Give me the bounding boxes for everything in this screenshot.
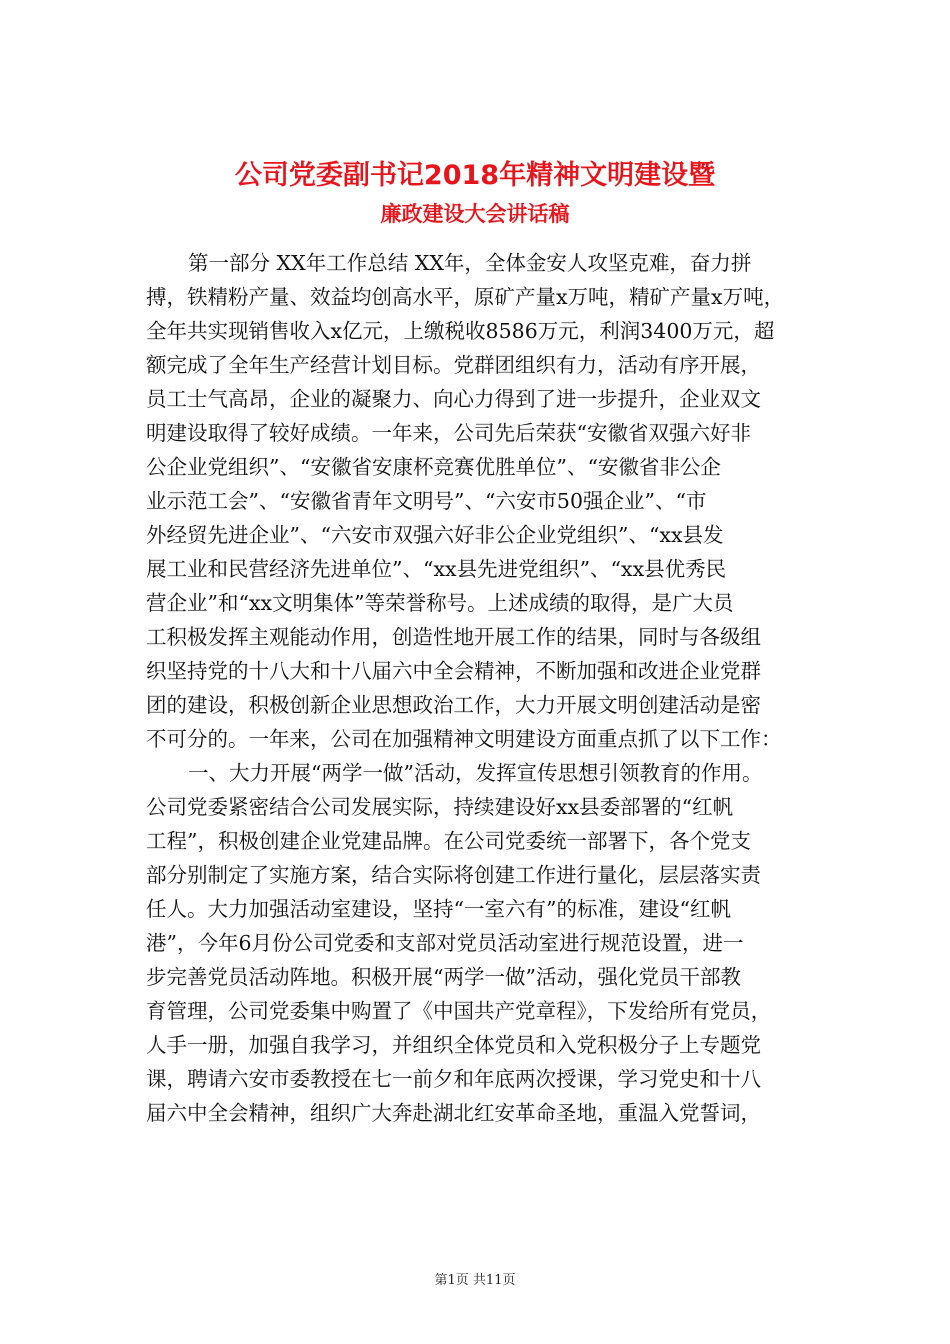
text-line: 育管理，公司党委集中购置了《中国共产党章程》，下发给所有党员，: [146, 999, 772, 1023]
document-subtitle: 廉政建设大会讲话稿: [380, 202, 570, 226]
text-line: 织坚持党的十八大和十八届六中全会精神，不断加强和改进企业党群: [146, 659, 761, 683]
text-line: 届六中全会精神，组织广大奔赴湖北红安革命圣地，重温入党誓词，: [146, 1101, 761, 1125]
text-line: 公企业党组织”、“安徽省安康杯竞赛优胜单位”、“安徽省非公企: [146, 455, 721, 479]
text-line: 任人。大力加强活动室建设，坚持“一室六有”的标准，建设“红帆: [146, 897, 731, 921]
text-line: 业示范工会”、“安徽省青年文明号”、“六安市50强企业”、“市: [146, 489, 707, 513]
text-line: 人手一册，加强自我学习，并组织全体党员和入党积极分子上专题党: [146, 1033, 761, 1057]
text-line: 额完成了全年生产经营计划目标。党群团组织有力，活动有序开展，: [146, 353, 761, 377]
text-line: 不可分的。一年来，公司在加强精神文明建设方面重点抓了以下工作：: [146, 727, 782, 751]
text-line: 部分别制定了实施方案，结合实际将创建工作进行量化，层层落实责: [146, 863, 761, 887]
text-line: 全年共实现销售收入x亿元，上缴税收8586万元，利润3400万元，超: [146, 319, 775, 343]
text-line: 营企业”和“xx文明集体”等荣誉称号。上述成绩的取得，是广大员: [146, 591, 734, 615]
text-line: 步完善党员活动阵地。积极开展“两学一做”活动，强化党员干部教: [146, 965, 741, 989]
text-line: 课，聘请六安市委教授在七一前夕和年底两次授课，学习党史和十八: [146, 1067, 761, 1091]
text-line: 一、大力开展“两学一做”活动，发挥宣传思想引领教育的作用。: [188, 761, 763, 785]
text-line: 工积极发挥主观能动作用，创造性地开展工作的结果，同时与各级组: [146, 625, 761, 649]
text-line: 外经贸先进企业”、“六安市双强六好非公企业党组织”、“xx县发: [146, 523, 724, 547]
text-line: 员工士气高昂，企业的凝聚力、向心力得到了进一步提升，企业双文: [146, 387, 761, 411]
page-footer: 第1页 共11页: [434, 1273, 516, 1288]
text-line: 团的建设，积极创新企业思想政治工作，大力开展文明创建活动是密: [146, 693, 761, 717]
document-title: 公司党委副书记2018年精神文明建设暨: [234, 160, 716, 191]
text-line: 港”，今年6月份公司党委和支部对党员活动室进行规范设置，进一: [146, 931, 744, 955]
text-line: 第一部分 XX年工作总结 XX年，全体金安人攻坚克难，奋力拼: [188, 251, 752, 275]
text-line: 工程”，积极创建企业党建品牌。在公司党委统一部署下，各个党支: [146, 829, 751, 853]
text-line: 展工业和民营经济先进单位”、“xx县先进党组织”、“xx县优秀民: [146, 557, 727, 581]
text-line: 明建设取得了较好成绩。一年来，公司先后荣获“安徽省双强六好非: [146, 421, 751, 445]
text-line: 搏，铁精粉产量、效益均创高水平，原矿产量x万吨，精矿产量x万吨，: [146, 285, 785, 309]
body-text: [146, 246, 806, 1130]
text-line: 公司党委紧密结合公司发展实际，持续建设好xx县委部署的“红帆: [146, 795, 734, 819]
